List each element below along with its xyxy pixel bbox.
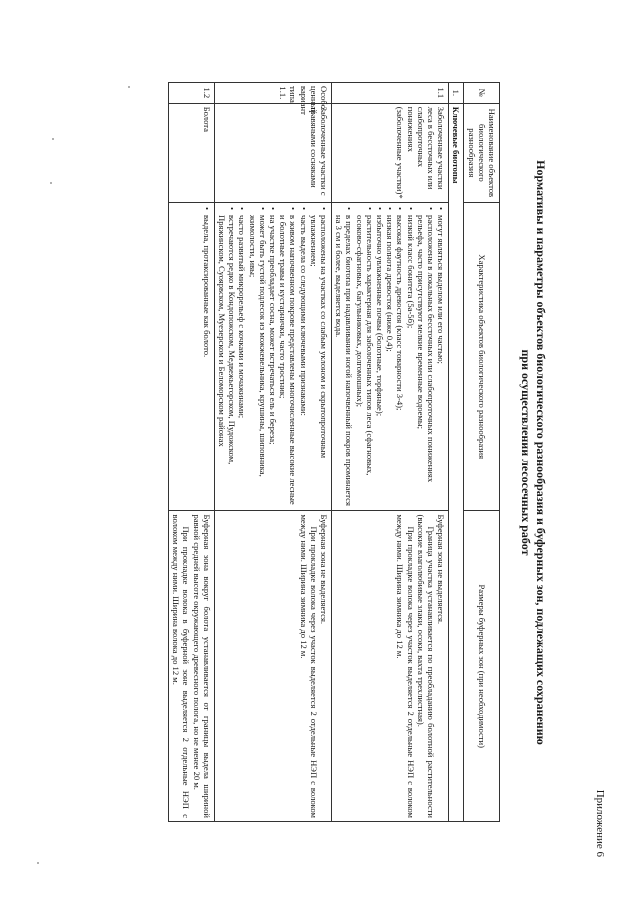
row-name: Заболоченные участки с травяными сосняками	[214, 103, 331, 202]
table-row	[168, 83, 214, 822]
table-row	[214, 83, 331, 822]
title-line-1: Нормативы и параметры объектов биологического разнообразия и буферных зон, подлежащих сохранению	[534, 160, 548, 745]
row-num: 1.2	[168, 83, 214, 104]
buffer-paragraph: Буферная зона не выделяется.	[436, 514, 447, 625]
section-row	[449, 83, 464, 822]
characteristic-item: • на участке преобладает сосна, может встречаться ель и береза;	[268, 215, 278, 507]
characteristic-item: • расположены на участках со слабым уклоном и скрытопроточным увлажнением;	[309, 215, 329, 507]
title-line-2: при осуществлении лесосечных работ	[519, 349, 533, 556]
buffer-paragraph: Буферная зона не выделяется.	[318, 514, 329, 625]
characteristic-item: • выдела, протаксированные как болото.	[202, 215, 212, 507]
row-buffer	[168, 511, 214, 822]
table-header-row	[464, 83, 500, 822]
characteristic-item: • низкая полнота древостоя (ниже 0,4);	[385, 215, 395, 507]
scan-speck	[52, 138, 54, 140]
appendix-label: Приложение 6	[594, 789, 606, 857]
row-characteristics	[331, 203, 448, 511]
scan-speck	[50, 182, 52, 184]
characteristic-item: • могут являться выделом или его частью;	[436, 215, 446, 507]
characteristic-item: • часто развитый микрорельеф с кочками и мочажинами;	[237, 215, 247, 507]
row-name: Болота	[168, 103, 214, 202]
row-characteristics	[214, 203, 331, 511]
characteristic-item: • растительность характерная для заболоченных типов леса (сфагновых, осоково-сфагновых, багульниковых, долгомошных);	[354, 215, 374, 507]
characteristic-item: • в пределах биотопа при надавливании ногой напочвенный покров проминается на 3 см и более, выделяется вода.	[334, 215, 354, 507]
scan-speck	[128, 86, 130, 88]
buffer-paragraph: При прокладке волока через участок выделяется 2 отдельные НЭП с волоком между ними. Ширина зимника до 12 м.	[298, 514, 319, 818]
buffer-paragraph: При прокладке волока через участок выделяется 2 отдельные НЭП с волоком между ними. Ширина зимника до 12 м.	[395, 514, 416, 818]
header-buffer: Размеры буферных зон (при необходимости)	[464, 511, 500, 822]
characteristic-item: • низкий класс бонитета (5а-5б);	[405, 215, 415, 507]
characteristic-item: • избыточно увлажненные почвы (болотные, торфяные);	[375, 215, 385, 507]
row-buffer	[331, 511, 448, 822]
row-num: 1.1	[331, 83, 448, 104]
buffer-paragraph: При прокладке волока в буферной зоне выделяется 2 отдельные НЭП с волоком между ними. Ширина волока до 12 м.	[171, 514, 192, 818]
characteristic-item: • часть выдела со следующими ключевыми признаками:	[298, 215, 308, 507]
characteristic-item: • может быть густой подлесок из можжевельника, крушины, шиповника, жимолости, ивы;	[247, 215, 267, 507]
characteristic-item: • высокая фаутность древостоя (класс товарности 3-4);	[395, 215, 405, 507]
table-row	[331, 83, 448, 822]
buffer-paragraph: Буферная зона вокруг болота устанавливается от границы выдела шириной равной средней высоте окружающего древесного полога, но не менее 20 м.	[191, 514, 212, 818]
section-num: 1.	[449, 83, 464, 104]
section-label: Ключевые биотопы	[449, 103, 464, 821]
norms-table	[168, 82, 500, 822]
row-characteristics	[168, 203, 214, 511]
row-num: Особо ценный вариант типа 1.1.	[214, 83, 331, 104]
buffer-paragraph: Граница участка устанавливается по преобладанию болотной растительности (высокие влаголюбивые злаки, осоки, вахта трехлистная).	[415, 514, 436, 818]
row-buffer	[214, 511, 331, 822]
header-name: Наименование объектов биологического разнообразия	[464, 103, 500, 202]
characteristic-item: • в живом напочвенном покрове представлены многочисленные высокие лесные и болотные травы и кустарнички, часто тростник;	[278, 215, 298, 507]
characteristic-item: • расположены в локальных бессточных или слабопроточных понижениях рельефа, часто присутствуют мелкие временные водоемы;	[416, 215, 436, 507]
scan-speck	[37, 862, 39, 864]
document-title	[518, 0, 548, 905]
row-name: Заболоченные участки леса в бессточных или слабопроточных понижениях (заболоченные участки)*	[331, 103, 448, 202]
characteristic-item: • встречаются редко в Кондопожском, Медвежьегорском, Пудожском, Пряжинском, Суоярвском, Муезерском и Беломорском районах	[217, 215, 237, 507]
header-num: №	[464, 83, 500, 104]
header-characteristics: Характеристика объектов биологического разнообразия	[464, 203, 500, 511]
